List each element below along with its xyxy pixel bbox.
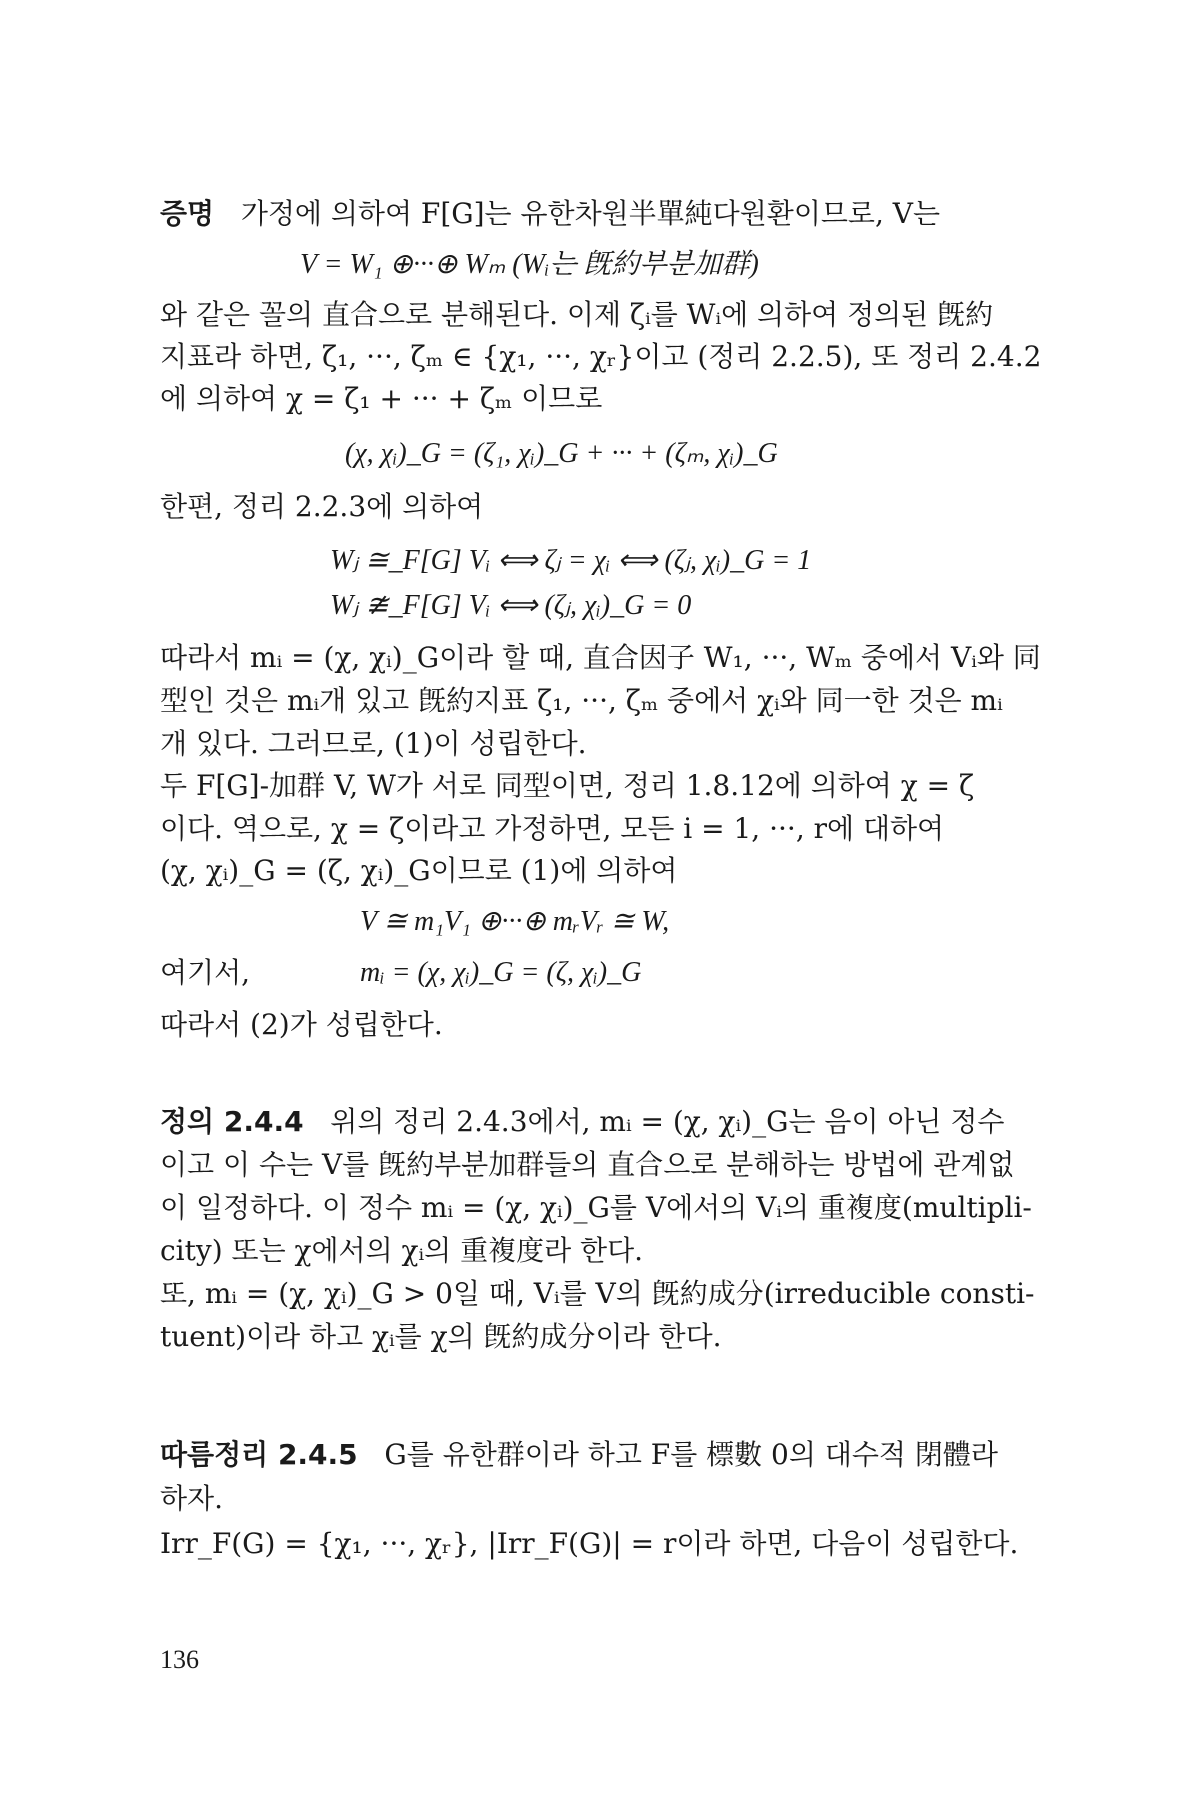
definition-line-1 bbox=[160, 1104, 1040, 1140]
equation-multiplicity: mᵢ = (χ, χᵢ)_G = (ζ, χᵢ)_G bbox=[360, 957, 642, 988]
corollary-line-3: Irr_F(G) = {χ₁, ···, χᵣ}, |Irr_F(G)| = r이라 하면, 다음이 성립한다. bbox=[160, 1527, 1019, 1560]
equation-direct-sum: V = W₁ ⊕···⊕ Wₘ (Wᵢ는 旣約부분加群) bbox=[300, 249, 759, 280]
proof-line-5: 한편, 정리 2.2.3에 의하여 bbox=[160, 490, 484, 523]
corollary-text: G를 유한群이라 하고 F를 標數 0의 대수적 閉體라 bbox=[384, 1438, 998, 1471]
page-number: 136 bbox=[160, 1645, 199, 1674]
proof-line-1 bbox=[160, 196, 1040, 232]
corollary-heading: 따름정리 2.4.5 bbox=[160, 1438, 358, 1471]
proof-line-2: 와 같은 꼴의 直合으로 분해된다. 이제 ζᵢ를 Wᵢ에 의하여 정의된 旣約 bbox=[160, 298, 994, 331]
definition-line-2: 이고 이 수는 V를 旣約부분加群들의 直合으로 분해하는 방법에 관계없 bbox=[160, 1148, 1015, 1181]
definition-heading: 정의 2.4.4 bbox=[160, 1105, 304, 1138]
equation-inner-product: (χ, χᵢ)_G = (ζ₁, χᵢ)_G + ··· + (ζₘ, χᵢ)_G bbox=[345, 438, 778, 469]
definition-line-4: city) 또는 χ에서의 χᵢ의 重複度라 한다. bbox=[160, 1234, 644, 1267]
proof-text: 가정에 의하여 F[G]는 유한차원半單純다원환이므로, V는 bbox=[240, 197, 941, 230]
proof-line-12: 여기서, bbox=[160, 956, 251, 989]
proof-line-10: 이다. 역으로, χ = ζ이라고 가정하면, 모든 i = 1, ···, r에 대하여 bbox=[160, 812, 945, 845]
proof-line-13: 따라서 (2)가 성립한다. bbox=[160, 1008, 443, 1041]
proof-line-6: 따라서 mᵢ = (χ, χᵢ)_G이라 할 때, 直合因子 W₁, ···, Wₘ 중에서 Vᵢ와 同 bbox=[160, 641, 1041, 674]
equation-not-isomorphic: Wⱼ ≇_F[G] Vᵢ ⟺ (ζⱼ, χᵢ)_G = 0 bbox=[330, 590, 692, 621]
equation-isomorphic: Wⱼ ≅_F[G] Vᵢ ⟺ ζⱼ = χᵢ ⟺ (ζⱼ, χᵢ)_G = 1 bbox=[330, 545, 812, 576]
proof-line-3: 지표라 하면, ζ₁, ···, ζₘ ∈ {χ₁, ···, χᵣ}이고 (정리 2.2.5), 또 정리 2.4.2 bbox=[160, 340, 1042, 373]
proof-line-9: 두 F[G]-加群 V, W가 서로 同型이면, 정리 1.8.12에 의하여 χ = ζ bbox=[160, 769, 975, 802]
definition-line-5: 또, mᵢ = (χ, χᵢ)_G > 0일 때, Vᵢ를 V의 旣約成分(irreducible consti- bbox=[160, 1277, 1035, 1310]
definition-line-6: tuent)이라 하고 χᵢ를 χ의 旣約成分이라 한다. bbox=[160, 1320, 722, 1353]
definition-text: 위의 정리 2.4.3에서, mᵢ = (χ, χᵢ)_G는 음이 아닌 정수 bbox=[330, 1105, 1005, 1138]
corollary-line-1 bbox=[160, 1437, 1040, 1473]
corollary-line-2: 하자. bbox=[160, 1482, 223, 1515]
proof-line-4: 에 의하여 χ = ζ₁ + ··· + ζₘ 이므로 bbox=[160, 382, 603, 415]
proof-line-11: (χ, χᵢ)_G = (ζ, χᵢ)_G이므로 (1)에 의하여 bbox=[160, 854, 678, 887]
proof-heading: 증명 bbox=[160, 197, 215, 230]
equation-decomposition: V ≅ m₁V₁ ⊕···⊕ mᵣVᵣ ≅ W, bbox=[360, 906, 670, 937]
proof-line-7: 型인 것은 mᵢ개 있고 旣約지표 ζ₁, ···, ζₘ 중에서 χᵢ와 同一한 것은 mᵢ bbox=[160, 684, 1003, 717]
definition-line-3: 이 일정하다. 이 정수 mᵢ = (χ, χᵢ)_G를 V에서의 Vᵢ의 重複度(multipli- bbox=[160, 1191, 1032, 1224]
proof-line-8: 개 있다. 그러므로, (1)이 성립한다. bbox=[160, 727, 587, 760]
